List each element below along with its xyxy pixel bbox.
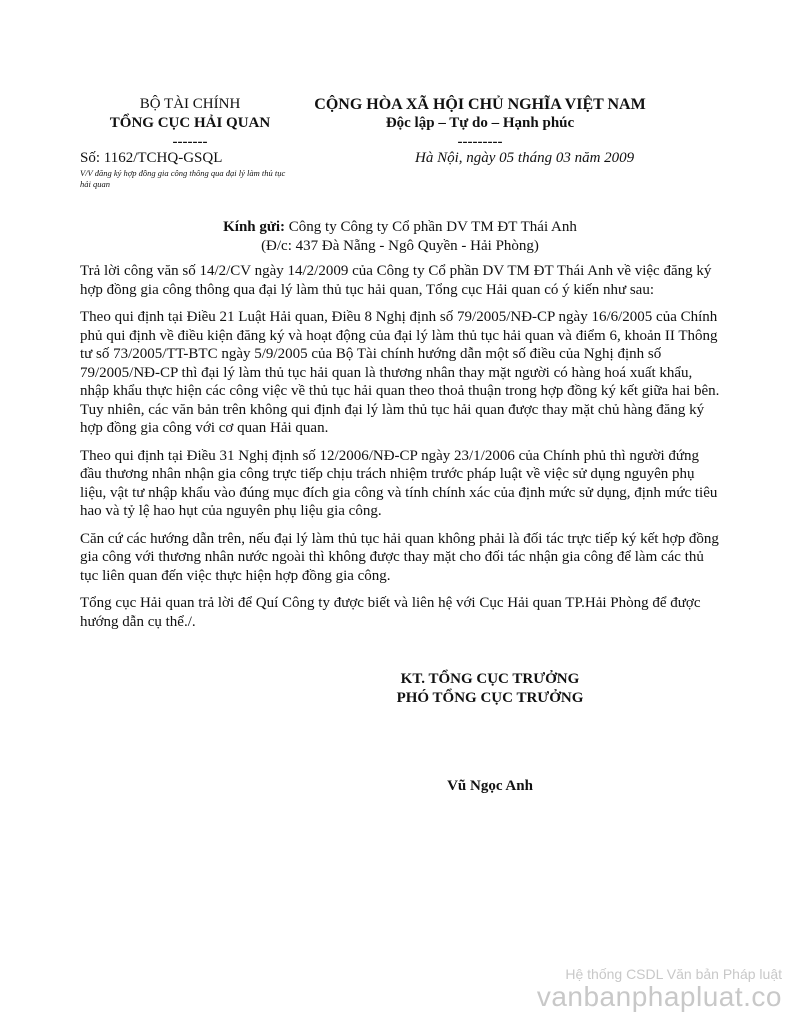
body-paragraph: Tổng cục Hải quan trả lời để Quí Công ty được biết và liên hệ với Cục Hải quan TP.Hải Phòng để được hướng dẫn cụ thể./. — [80, 595, 701, 630]
right-divider: --------- — [457, 134, 503, 150]
recipient-block — [80, 218, 720, 256]
left-divider: ------- — [172, 134, 208, 150]
watermark-caption: Hệ thống CSDL Văn bản Pháp luật — [565, 966, 782, 982]
signature-block — [360, 670, 620, 708]
country-name: CỘNG HÒA XÃ HỘI CHỦ NGHĨA VIỆT NAM — [314, 96, 646, 113]
document-number: Số: 1162/TCHQ-GSQL — [80, 150, 223, 166]
body-paragraph: Theo qui định tại Điều 31 Nghị định số 12/2006/NĐ-CP ngày 23/1/2006 của Chính phủ thì người đứng đầu thương nhân nhận gia công trực tiếp chịu trách nhiệm trước pháp luật về việc sử dụng nguyên phụ liệu, vật tư nhập khẩu vào đúng mục đích gia công và tính chính xác của định mức sử dụng, định mức tiêu hao và tỷ lệ hao hụt của nguyên phụ liệu gia công. — [80, 447, 718, 519]
body-paragraph: Căn cứ các hướng dẫn trên, nếu đại lý làm thủ tục hải quan không phải là đối tác trực tiếp ký kết hợp đồng gia công với thương nhân nước ngoài thì không được thay mặt cho đối tác nhận gia công để làm các thủ tục liên quan đến việc thực hiện hợp đồng gia công. — [80, 530, 719, 584]
signer-name: Vũ Ngọc Anh — [447, 778, 533, 794]
signature-title-2: PHÓ TỔNG CỤC TRƯỞNG — [396, 690, 584, 706]
recipient-address: (Đ/c: 437 Đà Nẵng - Ngô Quyền - Hải Phòng) — [261, 238, 539, 254]
document-body — [80, 262, 722, 640]
body-paragraph: Theo qui định tại Điều 21 Luật Hải quan, Điều 8 Nghị định số 79/2005/NĐ-CP ngày 16/6/2005 của Chính phủ qui định về điều kiện đăng ký và hoạt động của đại lý làm thủ tục hải quan và điểm 6, khoản II Thông tư số 73/2005/TT-BTC ngày 5/9/2005 của Bộ Tài chính hướng dẫn một số điều của Nghị định số 79/2005/NĐ-CP thì đại lý làm thủ tục hải quan là thương nhân thay mặt người có hàng hoá xuất khẩu, nhập khẩu thực hiện các công việc về thủ tục hải quan theo thoả thuận trong hợp đồng ký kết giữa hai bên. Tuy nhiên, các văn bản trên không qui định đại lý làm thủ tục hải quan được thay mặt chủ hàng đăng ký hợp đồng gia công với cơ quan Hải quan. — [80, 309, 720, 436]
motto: Độc lập – Tự do – Hạnh phúc — [385, 115, 575, 131]
signature-title-1: KT. TỔNG CỤC TRƯỞNG — [400, 671, 580, 687]
national-header-block — [300, 95, 660, 152]
document-date: Hà Nội, ngày 05 tháng 03 năm 2009 — [415, 150, 635, 166]
issuer-block — [80, 95, 300, 152]
ministry-name: BỘ TÀI CHÍNH — [139, 96, 241, 112]
document-subject: V/V đăng ký hợp đồng gia công thông qua đại lý làm thủ tục hải quan — [80, 168, 286, 189]
department-name: TỔNG CỤC HẢI QUAN — [109, 115, 271, 131]
recipient-label: Kính gửi: — [223, 219, 286, 235]
watermark-site: vanbanphapluat.co — [536, 981, 782, 1012]
recipient-line — [80, 218, 720, 237]
recipient-name: Công ty Công ty Cổ phần DV TM ĐT Thái Anh — [285, 219, 577, 235]
body-paragraph: Trả lời công văn số 14/2/CV ngày 14/2/2009 của Công ty Cổ phần DV TM ĐT Thái Anh về việc đăng ký hợp đồng gia công thông qua đại lý làm thủ tục hải quan, Tổng cục Hải quan có ý kiến như sau: — [80, 263, 712, 298]
